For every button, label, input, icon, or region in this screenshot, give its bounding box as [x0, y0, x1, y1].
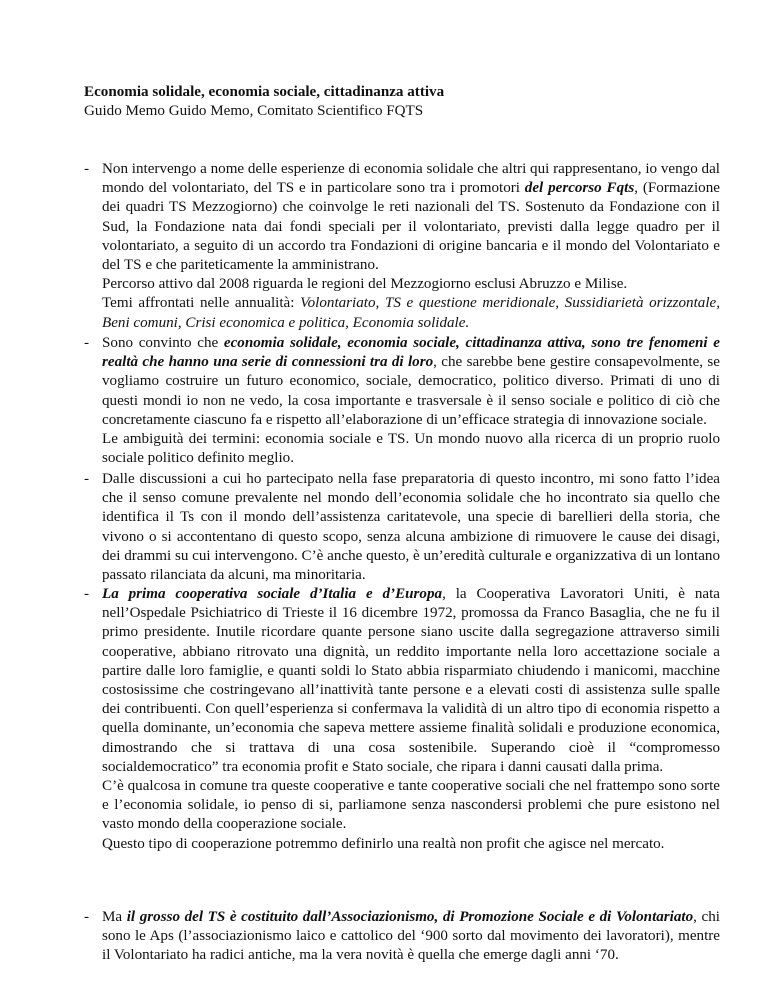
list-item — [84, 908, 720, 966]
list-item — [84, 160, 720, 333]
list-item — [84, 585, 720, 854]
list-item-body — [102, 908, 720, 966]
list-item-body — [102, 470, 720, 585]
list-item — [84, 334, 720, 468]
paragraph: Dalle discussioni a cui ho partecipato nella fase preparatoria di questo incontro, mi sono fatto l’idea che il senso comune prevalente nel mondo dell’economia solidale che ho incontrato sia quello che identifica il Ts con il mondo dell’assistenza caritatevole, una specie di barellieri della storia, che vivono o si accontentano di questo scopo, senza alcuna ambizione di rimuovere le cause dei disagi, dei drammi su cui intervengono. C’è anche questo, è un’eredità culturale e organizzativa di un lontano passato rilanciata da alcuni, ma minoritaria. — [102, 471, 720, 584]
paragraph: La prima cooperativa sociale d’Italia e d’Europa, la Cooperativa Lavoratori Uniti, è nata nell’Ospedale Psichiatrico di Trieste il 16 dicembre 1972, promossa da Franco Basaglia, che ne fu il primo presidente. Inutile ricordare quante persone siano uscite dalla segregazione attraverso simili cooperative, abbiano ritrovato una dignità, un reddito importante nella loro accettazione sociale a partire dalle loro famiglie, e quanti soldi lo Stato abbia risparmiato chiudendo i manicomi, macchine costosissime che costringevano all’inattività tante persone e a elevati costi di assistenza sulle spalle dei contribuenti. Con quell’esperienza si confermava la validità di un altro tipo di economia rispetto a quella dominante, un’economia che sapeva mettere assieme finalità solidali e produzione economica, dimostrando che si trattava di una cosa sostenibile. Superando cioè il “compromesso socialdemocratico” tra economia profit e Stato sociale, che ripara i danni causati dalla prima. — [102, 586, 720, 775]
paragraph: Percorso attivo dal 2008 riguarda le regioni del Mezzogiorno esclusi Abruzzo e Milise. — [102, 276, 628, 293]
bullet-dash: - — [84, 471, 90, 487]
list-item-body — [102, 334, 720, 468]
bullet-dash: - — [84, 586, 90, 602]
paragraph: Non intervengo a nome delle esperienze di economia solidale che altri qui rappresentano, io vengo dal mondo del volontariato, del TS e in particolare sono tra i promotori del percorso Fqts, (Formazione dei quadri TS Mezzogiorno) che coinvolge le reti nazionali del TS. Sostenuto da Fondazione con il Sud, la Fondazione nata dai fondi speciali per il volontariato, previsti dalla legge quadro per il volontariato, a seguito di un accordo tra Fondazioni di origine bancaria e il mondo del Volontariato e del TS e che pariteticamente la amministrano. — [102, 161, 720, 274]
paragraph: C’è qualcosa in comune tra queste cooperative e tante cooperative sociali che nel frattempo sono sorte e l’economia solidale, io penso di si, parliamone senza nascondersi problemi che pure esistono nel vasto mondo della cooperazione sociale. — [102, 778, 720, 833]
paragraph: Sono convinto che economia solidale, economia sociale, cittadinanza attiva, sono tre fenomeni e realtà che hanno una serie di connessioni tra di loro, che sarebbe bene gestire consapevolmente, se vogliamo costruire un futuro economico, sociale, democratico, politico diverso. Primati di uno di questi mondi io non ne vedo, la cosa importante e trasversale è il senso sociale e politico di ciò che concretamente ciascuno fa e rispetto all’elaborazione di un’efficace strategia di innovazione sociale. — [102, 335, 721, 428]
document-author: Guido Memo Guido Memo, Comitato Scientifico FQTS — [84, 103, 424, 120]
list-item-body — [102, 585, 720, 854]
bullet-dash: - — [84, 161, 90, 177]
document-title: Economia solidale, economia sociale, cittadinanza attiva — [84, 84, 445, 100]
bullet-dash: - — [84, 909, 90, 925]
paragraph: Questo tipo di cooperazione potremmo definirlo una realtà non profit che agisce nel mercato. — [102, 835, 665, 852]
list-item-body — [102, 160, 720, 333]
paragraph: Temi affrontati nelle annualità: Volontariato, TS e questione meridionale, Sussidiarietà orizzontale, Beni comuni, Crisi economica e politica, Economia solidale. — [102, 295, 720, 331]
bullet-dash: - — [84, 335, 90, 351]
paragraph: Ma il grosso del TS è costituito dall’Associazionismo, di Promozione Sociale e di Volontariato, chi sono le Aps (l’associazionismo laico e cattolico del ‘900 sorto dal movimento dei lavoratori), mentre il Volontariato ha radici antiche, ma la vera novità è quella che emerge dagli anni ‘70. — [102, 909, 720, 964]
document-header — [84, 83, 704, 121]
list-item — [84, 470, 720, 585]
paragraph: Le ambiguità dei termini: economia sociale e TS. Un mondo nuovo alla ricerca di un proprio ruolo sociale politico definito meglio. — [102, 431, 720, 467]
